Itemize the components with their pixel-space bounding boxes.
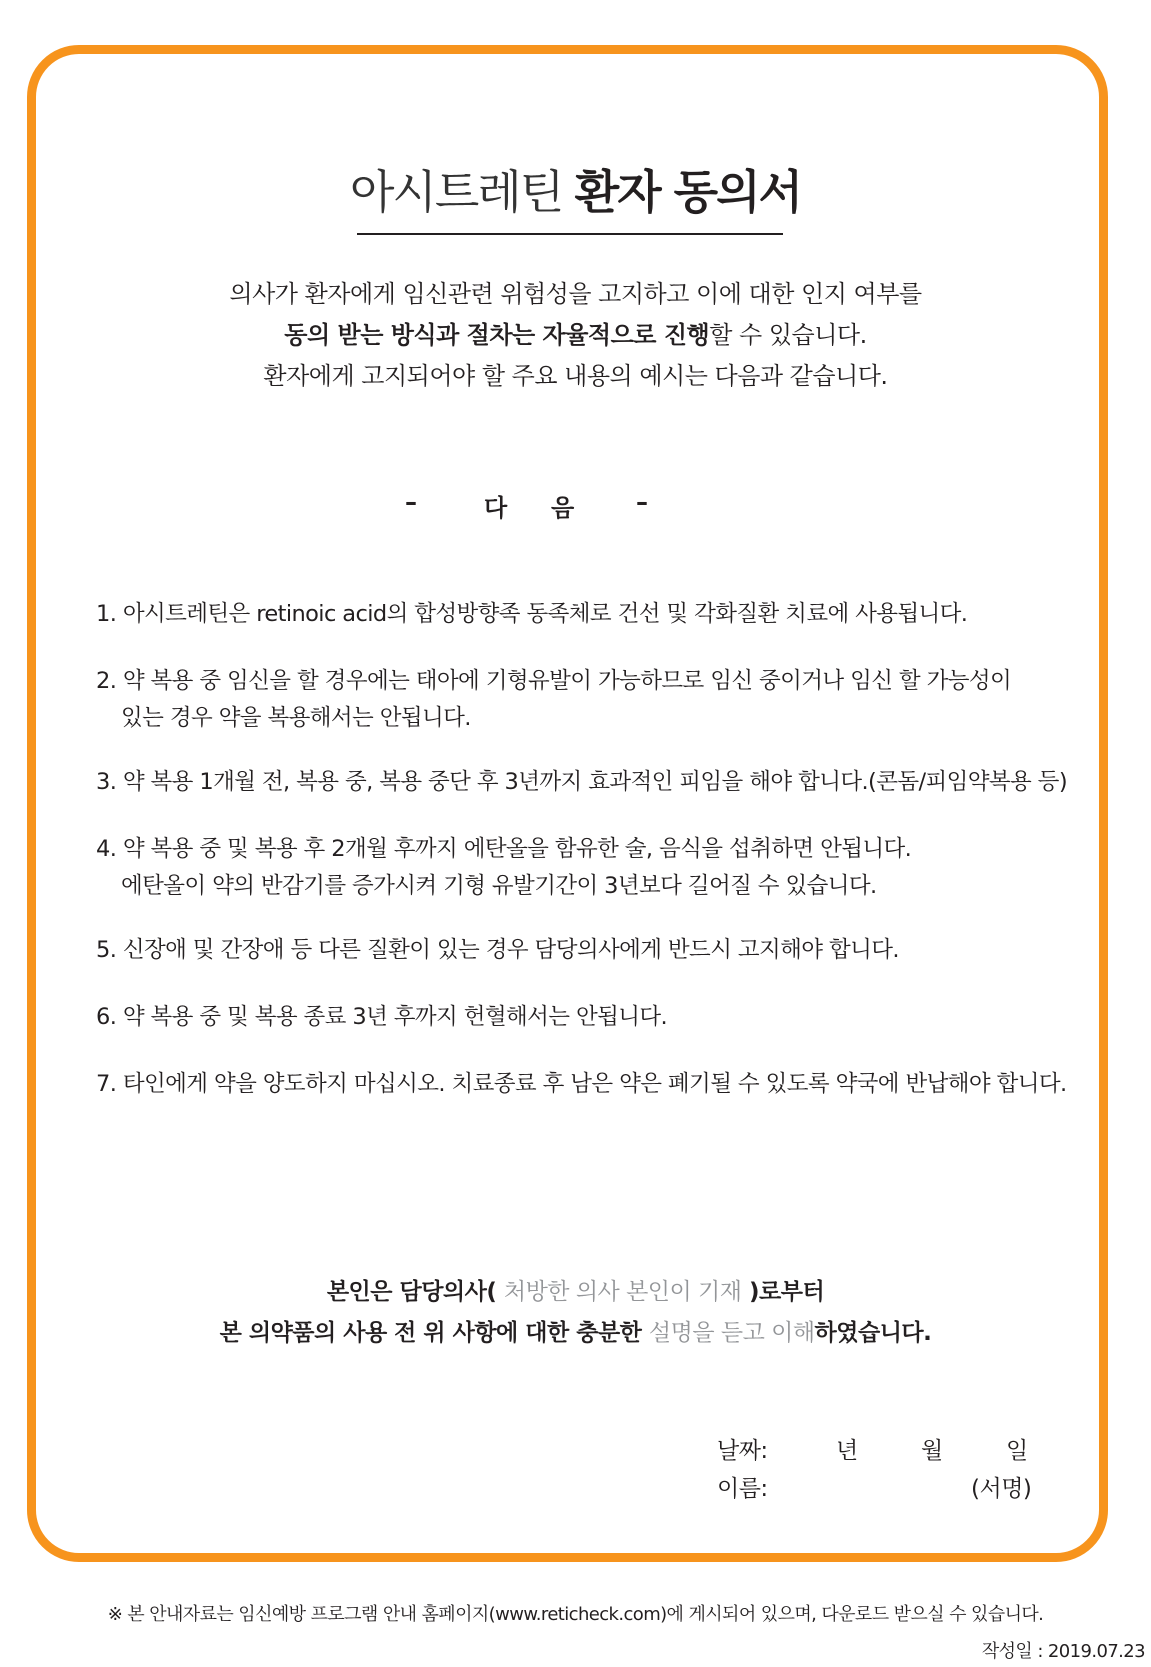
item-text: 약 복용 중 및 복용 종료 3년 후까지 헌혈해서는 안됩니다. (122, 1004, 668, 1030)
item-number: 4. (96, 836, 117, 862)
item-text: 아시트레틴은 retinoic acid의 합성방향족 동족체로 건선 및 각화질환 치료에 사용됩니다. (122, 601, 968, 627)
item-number: 1. (96, 601, 117, 627)
footnote: ※ 본 안내자료는 임신예방 프로그램 안내 홈페이지(www.reticheck.com)에 게시되어 있으며, 다운로드 받으실 수 있습니다. (107, 1604, 1044, 1625)
date-day-label: 일 (1006, 1438, 1028, 1464)
list-item (96, 932, 1086, 969)
item-number: 3. (96, 769, 117, 795)
consent-line-1 (0, 1272, 1151, 1313)
list-item (96, 764, 1086, 801)
consent-line-1-start: 본인은 담당의사( (326, 1279, 504, 1305)
item-number: 6. (96, 1004, 117, 1030)
item-number: 2. (96, 668, 117, 694)
list-item (96, 831, 1086, 905)
consent-line-2-start: 본 의약품의 사용 전 위 사항에 대한 충분한 (219, 1320, 649, 1346)
item-text-continued: 있는 경우 약을 복용해서는 안됩니다. (121, 705, 471, 731)
title-underline (357, 233, 783, 235)
intro-line-2-bold: 동의 받는 방식과 절차는 자율적으로 진행 (284, 321, 710, 349)
consent-line-2 (0, 1313, 1151, 1354)
next-char-2: 음 (551, 494, 575, 522)
consent-line-2-end: 하였습니다. (814, 1320, 932, 1346)
name-label: 이름: (717, 1476, 768, 1502)
consent-statement (0, 1272, 1151, 1354)
written-date: 작성일 : 2019.07.23 (981, 1641, 1145, 1662)
title-consent-form: 환자 동의서 (574, 165, 801, 219)
item-text: 타인에게 약을 양도하지 마십시오. 치료종료 후 남은 약은 폐기될 수 있도록 약국에 반납해야 합니다. (122, 1071, 1067, 1097)
intro-line-2 (0, 315, 1151, 356)
intro-line-1: 의사가 환자에게 임신관련 위험성을 고지하고 이에 대한 인지 여부를 (229, 280, 922, 308)
document-title (0, 164, 1151, 220)
next-dash-right: – (636, 488, 648, 516)
date-label: 날짜: (717, 1438, 768, 1464)
signature-label: (서명) (971, 1476, 1032, 1502)
consent-gray-phrase: 설명을 듣고 이해 (648, 1320, 815, 1346)
date-year-label: 년 (836, 1438, 858, 1464)
intro-paragraph (0, 274, 1151, 397)
next-char-1: 다 (484, 494, 508, 522)
list-item (96, 999, 1086, 1036)
intro-line-3: 환자에게 고지되어야 할 주요 내용의 예시는 다음과 같습니다. (263, 362, 888, 390)
item-text: 신장애 및 간장애 등 다른 질환이 있는 경우 담당의사에게 반드시 고지해야 합니다. (122, 937, 899, 963)
list-item (96, 596, 1086, 633)
title-drug-name: 아시트레틴 (349, 165, 575, 219)
intro-line-2-rest: 할 수 있습니다. (709, 321, 867, 349)
item-text: 약 복용 1개월 전, 복용 중, 복용 중단 후 3년까지 효과적인 피임을 해야 합니다.(콘돔/피임약복용 등) (122, 769, 1067, 795)
item-number: 7. (96, 1071, 117, 1097)
next-dash-left: – (405, 488, 417, 516)
list-item (96, 663, 1086, 737)
consent-line-1-end: )로부터 (741, 1279, 825, 1305)
item-text-continued: 에탄올이 약의 반감기를 증가시켜 기형 유발기간이 3년보다 길어질 수 있습니다. (121, 873, 877, 899)
date-month-label: 월 (921, 1438, 943, 1464)
doctor-name-placeholder: 처방한 의사 본인이 기재 (503, 1279, 742, 1305)
item-text: 약 복용 중 및 복용 후 2개월 후까지 에탄올을 함유한 술, 음식을 섭취하면 안됩니다. (122, 836, 912, 862)
item-number: 5. (96, 937, 117, 963)
item-text: 약 복용 중 임신을 할 경우에는 태아에 기형유발이 가능하므로 임신 중이거나 임신 할 가능성이 (122, 668, 1012, 694)
list-item (96, 1066, 1086, 1103)
